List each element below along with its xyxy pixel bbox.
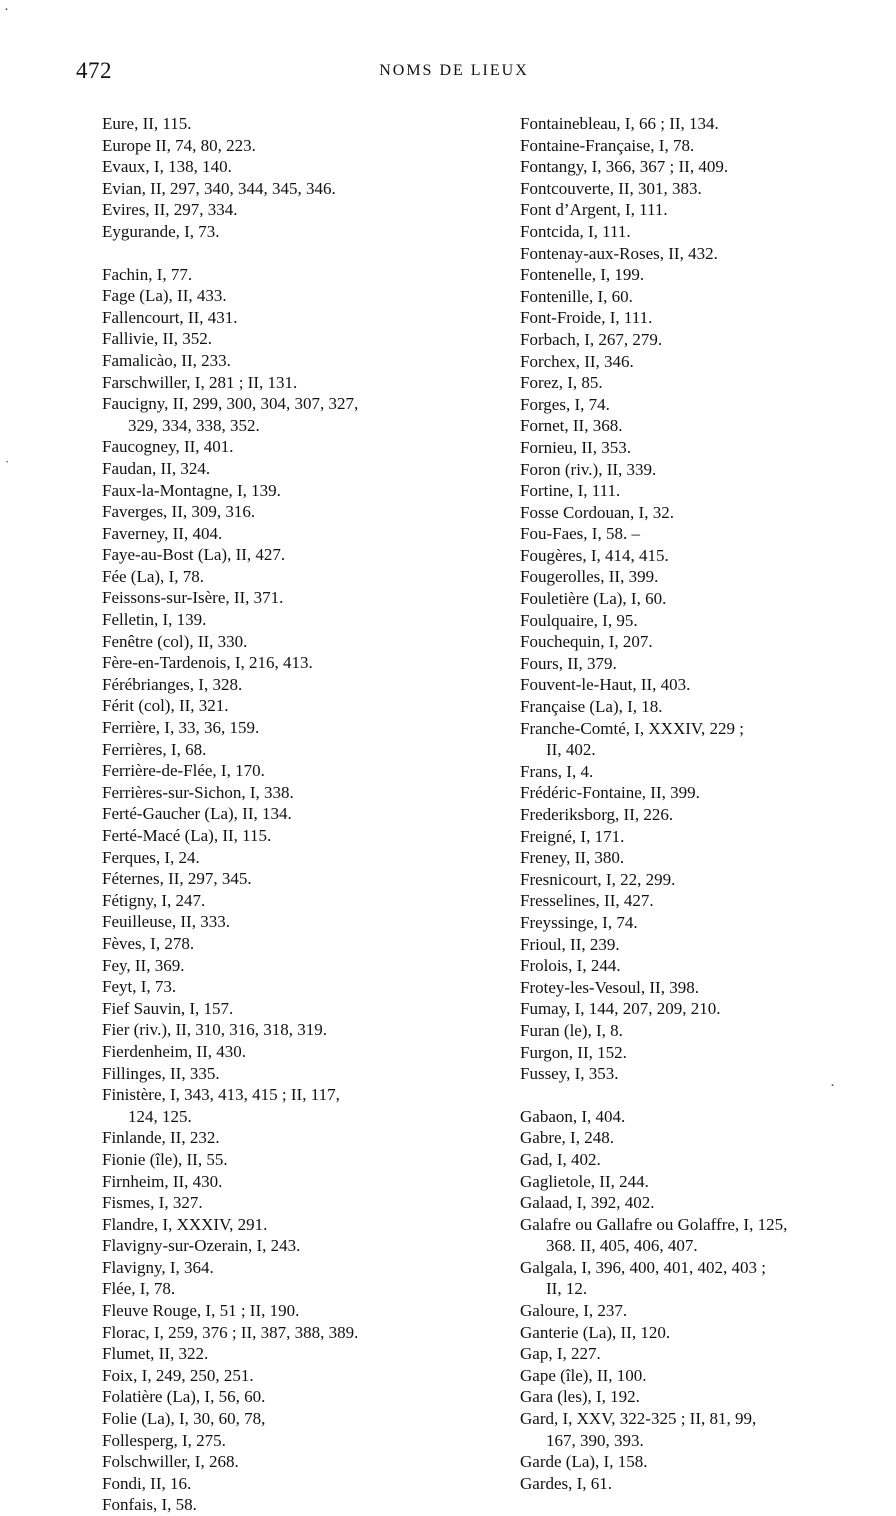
- index-entry: Finistère, I, 343, 413, 415 ; II, 117, 124, 125.: [76, 1084, 420, 1127]
- index-entry: Ferrières-sur-Sichon, I, 338.: [102, 782, 294, 802]
- index-entry: Fionie (île), II, 55.: [102, 1149, 228, 1169]
- running-title: NOMS DE LIEUX: [379, 62, 529, 79]
- index-entry: Forez, I, 85.: [520, 373, 603, 393]
- index-entry: Fèves, I, 278.: [102, 933, 195, 953]
- index-entry: Galafre ou Gallafre ou Golaffre, I, 125, 368. II, 405, 406, 407.: [494, 1214, 896, 1257]
- index-entry: Fresselines, II, 427.: [520, 891, 654, 911]
- index-entry: Forges, I, 74.: [520, 394, 610, 414]
- index-entry-continuation: 329, 334, 338, 352.: [128, 415, 260, 435]
- index-entry: Gap, I, 227.: [520, 1344, 601, 1364]
- index-entry: Frotey-les-Vesoul, II, 398.: [520, 977, 699, 997]
- index-entry: Flavigny, I, 364.: [102, 1257, 214, 1277]
- index-entry: Flée, I, 78.: [102, 1279, 176, 1299]
- index-entry: Flavigny-sur-Ozerain, I, 243.: [102, 1236, 301, 1256]
- index-entry: Gardes, I, 61.: [520, 1473, 613, 1493]
- index-entry: Faye-au-Bost (La), II, 427.: [102, 545, 286, 565]
- index-entry: Fée (La), I, 78.: [102, 566, 204, 586]
- index-entry: Feuilleuse, II, 333.: [102, 912, 230, 932]
- index-entry: Ferques, I, 24.: [102, 847, 200, 867]
- left-column: [0, 113, 420, 1516]
- index-entry: Fontainebleau, I, 66 ; II, 134.: [520, 114, 719, 133]
- index-entry: Ferrière, I, 33, 36, 159.: [102, 718, 260, 738]
- index-entry: Fumay, I, 144, 207, 209, 210.: [520, 999, 721, 1019]
- index-entry: Frédéric-Fontaine, II, 399.: [520, 783, 700, 803]
- index-entry: Folatière (La), I, 56, 60.: [102, 1387, 266, 1407]
- index-entry: Frederiksborg, II, 226.: [520, 805, 674, 824]
- index-entry: Gaglietole, II, 244.: [520, 1171, 649, 1191]
- index-entry: Faverney, II, 404.: [102, 523, 223, 543]
- index-entry: Fère-en-Tardenois, I, 216, 413.: [102, 653, 313, 673]
- index-entry: Gabaon, I, 404.: [520, 1106, 626, 1126]
- index-entry: Fage (La), II, 433.: [102, 286, 227, 306]
- index-entry: Forbach, I, 267, 279.: [520, 329, 663, 349]
- index-entry: Fresnicourt, I, 22, 299.: [520, 869, 676, 889]
- stray-mark-right-column: ·: [830, 1078, 835, 1094]
- index-entry: Frans, I, 4.: [520, 761, 594, 781]
- index-entry: Galaad, I, 392, 402.: [520, 1193, 655, 1213]
- right-column: [420, 113, 896, 1516]
- index-entry: Fey, II, 369.: [102, 955, 185, 975]
- index-entry: Finlande, II, 232.: [102, 1128, 220, 1148]
- index-entry: Fouletière (La), I, 60.: [520, 589, 667, 609]
- index-entry: Ganterie (La), II, 120.: [520, 1322, 671, 1342]
- index-entry: Fillinges, II, 335.: [102, 1063, 220, 1083]
- index-entry: Fontenille, I, 60.: [520, 286, 633, 306]
- index-entry: Folie (La), I, 30, 60, 78,: [102, 1409, 266, 1429]
- index-entry: Forchex, II, 346.: [520, 351, 634, 371]
- page-header: [0, 58, 896, 86]
- index-entry: Eure, II, 115.: [102, 114, 192, 133]
- index-entry: Frolois, I, 244.: [520, 956, 621, 976]
- index-entry: Furan (le), I, 8.: [520, 1020, 623, 1040]
- index-entry: Foulquaire, I, 95.: [520, 610, 638, 630]
- entry-group-separator: [494, 1085, 896, 1106]
- index-entry: Ferté-Gaucher (La), II, 134.: [102, 804, 292, 824]
- index-entry: Florac, I, 259, 376 ; II, 387, 388, 389.: [102, 1322, 359, 1342]
- index-entry: Fornet, II, 368.: [520, 416, 623, 436]
- index-entry: Fierdenheim, II, 430.: [102, 1041, 246, 1061]
- index-entry: Fou-Faes, I, 58. –: [520, 524, 640, 544]
- index-entry: Folschwiller, I, 268.: [102, 1452, 239, 1472]
- index-entry: Flandre, I, XXXIV, 291.: [102, 1214, 268, 1234]
- index-entry: Fallencourt, II, 431.: [102, 307, 238, 327]
- index-entry: Furgon, II, 152.: [520, 1042, 627, 1062]
- index-entry: Fenêtre (col), II, 330.: [102, 631, 248, 651]
- index-entry: Faucogney, II, 401.: [102, 437, 234, 457]
- index-entry: Fontangy, I, 366, 367 ; II, 409.: [520, 157, 729, 177]
- index-entry: Fontenay-aux-Roses, II, 432.: [520, 243, 718, 263]
- index-entry: Galoure, I, 237.: [520, 1301, 628, 1321]
- index-entry: Faudan, II, 324.: [102, 458, 211, 478]
- index-entry: Fours, II, 379.: [520, 653, 617, 673]
- index-entry: Fontenelle, I, 199.: [520, 265, 645, 285]
- index-entry: Famalicào, II, 233.: [102, 350, 231, 370]
- index-entry: Fontaine-Française, I, 78.: [520, 135, 695, 155]
- index-entry: Férit (col), II, 321.: [102, 696, 229, 716]
- index-entry: Fouchequin, I, 207.: [520, 632, 653, 652]
- index-entry: Fussey, I, 353.: [520, 1064, 619, 1084]
- index-entry: Foix, I, 249, 250, 251.: [102, 1365, 254, 1385]
- index-entry: Fief Sauvin, I, 157.: [102, 998, 234, 1018]
- index-entry: Frioul, II, 239.: [520, 934, 620, 954]
- index-entry-continuation: 124, 125.: [128, 1106, 192, 1126]
- index-entry: Gabre, I, 248.: [520, 1128, 614, 1148]
- index-entry: Ferrière-de-Flée, I, 170.: [102, 761, 265, 781]
- entry-group-separator: [76, 243, 420, 264]
- index-entry: Foron (riv.), II, 339.: [520, 459, 657, 479]
- folio-number: 472: [76, 58, 112, 83]
- index-entry: Fleuve Rouge, I, 51 ; II, 190.: [102, 1301, 300, 1321]
- index-entry: Follesperg, I, 275.: [102, 1430, 226, 1450]
- index-entry: Fontcouverte, II, 301, 383.: [520, 178, 702, 198]
- index-entry: Freigné, I, 171.: [520, 826, 625, 846]
- stray-mark-left-margin: ·: [5, 454, 10, 469]
- index-entry: Felletin, I, 139.: [102, 610, 207, 630]
- index-entry: Font d’Argent, I, 111.: [520, 200, 668, 220]
- index-entry: Firnheim, II, 430.: [102, 1171, 223, 1191]
- index-entry: Galgala, I, 396, 400, 401, 402, 403 ; II, 12.: [494, 1257, 896, 1300]
- index-entry: Faverges, II, 309, 316.: [102, 502, 256, 522]
- index-entry: Franche-Comté, I, XXXIV, 229 ; II, 402.: [494, 718, 896, 761]
- index-entry: Fornieu, II, 353.: [520, 437, 631, 457]
- index-entry: Fougerolles, II, 399.: [520, 567, 659, 587]
- index-entry: Eygurande, I, 73.: [102, 221, 220, 241]
- index-entry: Freney, II, 380.: [520, 848, 625, 868]
- index-entry: Fallivie, II, 352.: [102, 329, 213, 349]
- index-entry: Flumet, II, 322.: [102, 1344, 209, 1364]
- index-entry: Farschwiller, I, 281 ; II, 131.: [102, 372, 298, 392]
- index-entry: Gard, I, XXV, 322-325 ; II, 81, 99, 167, 390, 393.: [494, 1408, 896, 1451]
- index-entry: Faux-la-Montagne, I, 139.: [102, 480, 281, 500]
- index-entry: Fondi, II, 16.: [102, 1473, 192, 1493]
- index-entry: Feyt, I, 73.: [102, 977, 177, 997]
- index-entry: Ferrières, I, 68.: [102, 739, 207, 759]
- index-entry: Fortine, I, 111.: [520, 481, 621, 501]
- index-entry: Férébrianges, I, 328.: [102, 674, 243, 694]
- index-entry: Fier (riv.), II, 310, 316, 318, 319.: [102, 1020, 328, 1040]
- index-entry: Evaux, I, 138, 140.: [102, 157, 232, 177]
- index-entry: Féternes, II, 297, 345.: [102, 869, 252, 889]
- index-entry: Font-Froide, I, 111.: [520, 308, 653, 328]
- index-columns: [0, 113, 896, 1516]
- index-entry-continuation: 368. II, 405, 406, 407.: [546, 1236, 698, 1256]
- index-entry: Faucigny, II, 299, 300, 304, 307, 327, 329, 334, 338, 352.: [76, 393, 420, 436]
- stray-mark-top-left: ·: [4, 2, 9, 18]
- index-entry: Fétigny, I, 247.: [102, 890, 206, 910]
- index-entry: Fachin, I, 77.: [102, 264, 193, 284]
- index-entry: Fouvent-le-Haut, II, 403.: [520, 675, 691, 695]
- index-entry: Fougères, I, 414, 415.: [520, 545, 669, 565]
- index-entry: Fonfais, I, 58.: [102, 1495, 197, 1515]
- index-entry: Europe II, 74, 80, 223.: [102, 135, 256, 155]
- index-entry-continuation: 167, 390, 393.: [546, 1430, 644, 1450]
- index-entry: Gara (les), I, 192.: [520, 1387, 640, 1407]
- index-entry: Gape (île), II, 100.: [520, 1365, 647, 1385]
- index-entry: Fismes, I, 327.: [102, 1193, 203, 1213]
- index-entry: Fontcida, I, 111.: [520, 221, 631, 241]
- index-entry: Française (La), I, 18.: [520, 697, 663, 717]
- index-entry: Evian, II, 297, 340, 344, 345, 346.: [102, 178, 336, 198]
- index-entry: Garde (La), I, 158.: [520, 1452, 648, 1472]
- index-entry: Freyssinge, I, 74.: [520, 912, 638, 932]
- index-entry: Ferté-Macé (La), II, 115.: [102, 826, 272, 845]
- index-entry: Fosse Cordouan, I, 32.: [520, 502, 674, 522]
- index-entry: Gad, I, 402.: [520, 1149, 601, 1169]
- index-entry: Evires, II, 297, 334.: [102, 200, 238, 220]
- index-entry: Feissons-sur-Isère, II, 371.: [102, 588, 284, 608]
- index-entry-continuation: II, 402.: [546, 740, 596, 760]
- index-entry-continuation: II, 12.: [546, 1279, 588, 1299]
